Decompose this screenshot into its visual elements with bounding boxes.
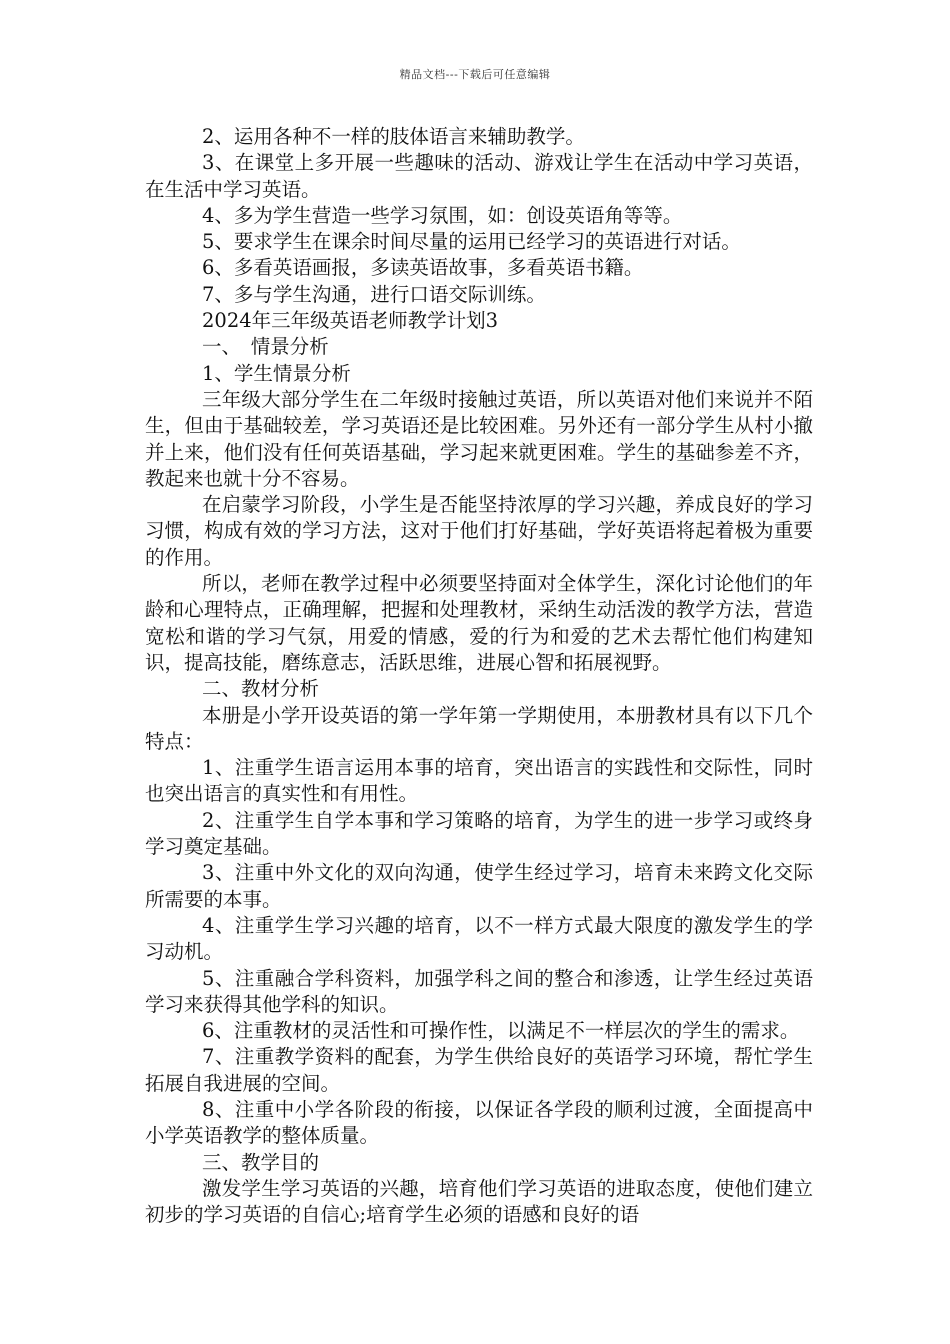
section-title: 2024年三年级英语老师教学计划3 <box>202 309 499 333</box>
list-item-feature-8: 8、注重中小学各阶段的衔接，以保证各学段的顺利过渡，全面提高中小学英语教学的整体质量。 <box>145 1097 813 1148</box>
paragraph-student-background: 三年级大部分学生在二年级时接触过英语，所以英语对他们来说并不陌生，但由于基础较差，学习英语还是比较困难。另外还有一部分学生从村小撤并上来，他们没有任何英语基础，学习起来就更困难。学生的基础参差不齐，教起来也就十分不容易。 <box>145 387 813 490</box>
list-item-feature-3: 3、注重中外文化的双向沟通，使学生经过学习，培育未来跨文化交际所需要的本事。 <box>145 861 813 911</box>
page-header: 精品文档---下载后可任意编辑 <box>399 68 551 81</box>
paragraph-teaching-goals: 激发学生学习英语的兴趣，培育他们学习英语的进取态度，使他们建立初步的学习英语的自信心;培育学生必须的语感和良好的语 <box>145 1176 813 1227</box>
list-item-teaching-method-5: 5、要求学生在课余时间尽量的运用已经学习的英语进行对话。 <box>202 230 741 254</box>
paragraph-learning-stage: 在启蒙学习阶段，小学生是否能坚持浓厚的学习兴趣，养成良好的学习习惯，构成有效的学习方法，这对于他们打好基础，学好英语将起着极为重要的作用。 <box>145 493 813 569</box>
heading-student-analysis: 1、学生情景分析 <box>202 361 351 385</box>
list-item-teaching-method-7: 7、多与学生沟通，进行口语交际训练。 <box>202 282 546 306</box>
paragraph-teacher-approach: 所以，老师在教学过程中必须要坚持面对全体学生，深化讨论他们的年龄和心理特点，正确理解，把握和处理教材，采纳生动活泼的教学方法，营造宽松和谐的学习气氛，用爱的情感，爱的行为和爱的艺术去帮忙他们构建知识，提高技能，磨练意志，活跃思维，进展心智和拓展视野。 <box>145 572 813 674</box>
list-item-feature-6: 6、注重教材的灵活性和可操作性，以满足不一样层次的学生的需求。 <box>202 1019 800 1043</box>
heading-situation-analysis: 一、 情景分析 <box>202 335 329 359</box>
paragraph-textbook-intro: 本册是小学开设英语的第一学年第一学期使用，本册教材具有以下几个特点： <box>145 703 813 753</box>
list-item-teaching-method-4: 4、多为学生营造一些学习氛围，如：创设英语角等等。 <box>202 203 683 227</box>
list-item-teaching-method-2: 2、运用各种不一样的肢体语言来辅助教学。 <box>202 125 585 148</box>
list-item-feature-7: 7、注重教学资料的配套，为学生供给良好的英语学习环境，帮忙学生拓展自我进展的空间。 <box>145 1045 813 1095</box>
list-item-teaching-method-6: 6、多看英语画报，多读英语故事，多看英语书籍。 <box>202 256 644 280</box>
list-item-feature-2: 2、注重学生自学本事和学习策略的培育，为学生的进一步学习或终身学习奠定基础。 <box>145 808 813 859</box>
document-body <box>145 124 813 1228</box>
heading-teaching-goals: 三、教学目的 <box>202 1150 320 1174</box>
list-item-teaching-method-3: 3、在课堂上多开展一些趣味的活动、游戏让学生在活动中学习英语，在生活中学习英语。 <box>145 151 813 201</box>
list-item-feature-1: 1、注重学生语言运用本事的培育，突出语言的实践性和交际性，同时也突出语言的真实性和有用性。 <box>145 756 813 806</box>
list-item-feature-5: 5、注重融合学科资料，加强学科之间的整合和渗透，让学生经过英语学习来获得其他学科的知识。 <box>145 966 813 1016</box>
list-item-feature-4: 4、注重学生学习兴趣的培育，以不一样方式最大限度的激发学生的学习动机。 <box>145 913 813 964</box>
heading-textbook-analysis: 二、教材分析 <box>202 677 320 701</box>
